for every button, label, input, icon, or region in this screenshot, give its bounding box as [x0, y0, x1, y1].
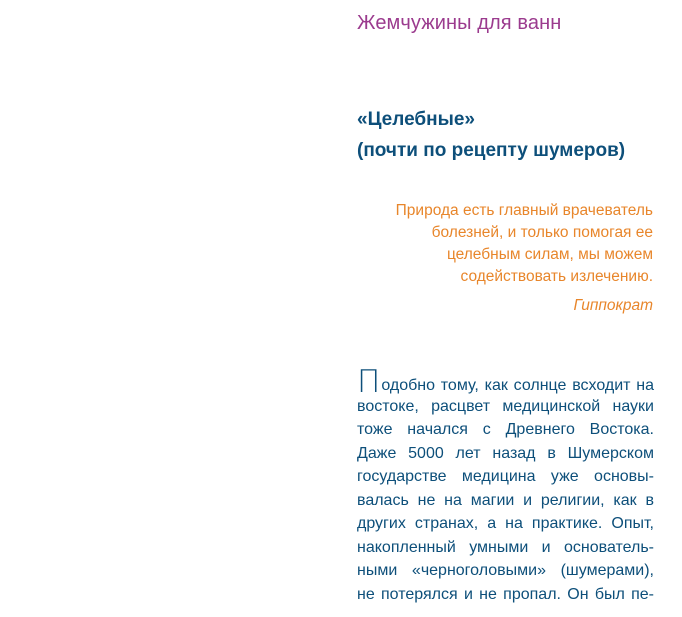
section-title	[357, 104, 625, 166]
body-line-1-text: одобно тому, как солнце всходит на	[381, 377, 654, 394]
body-line: валась не на магии и религии, как в	[357, 491, 654, 509]
epigraph-line: Природа есть главный врачеватель	[395, 202, 653, 219]
body-paragraph	[357, 364, 654, 606]
body-line: Даже 5000 лет назад в Шумерском	[357, 444, 654, 462]
epigraph-line: целебным силам, мы можем	[446, 246, 653, 263]
section-title-line-1: «Целебные»	[357, 109, 475, 130]
drop-cap: П	[357, 364, 381, 400]
epigraph-line: болезней, и только помогая ее	[431, 224, 653, 241]
body-line: востоке, расцвет медицинской науки	[357, 397, 654, 415]
body-line: накопленный умными и основатель-	[357, 538, 654, 556]
body-line: тоже начался с Древнего Востока.	[357, 421, 654, 438]
running-head: Жемчужины для ванн	[357, 12, 562, 34]
body-line-1	[357, 364, 654, 400]
body-line: не потерялся и не пропал. Он был пе-	[357, 585, 654, 603]
body-line: других странах, а на практике. Опыт,	[357, 515, 654, 532]
epigraph-line: содействовать излечению.	[460, 268, 653, 285]
body-line: государстве медицина уже основы-	[357, 468, 654, 485]
body-line: ными «черноголовыми» (шумерами),	[357, 562, 654, 579]
epigraph-author: Гиппократ	[573, 297, 653, 314]
epigraph-quote	[353, 200, 653, 288]
section-title-line-2: (почти по рецепту шумеров)	[357, 140, 626, 161]
